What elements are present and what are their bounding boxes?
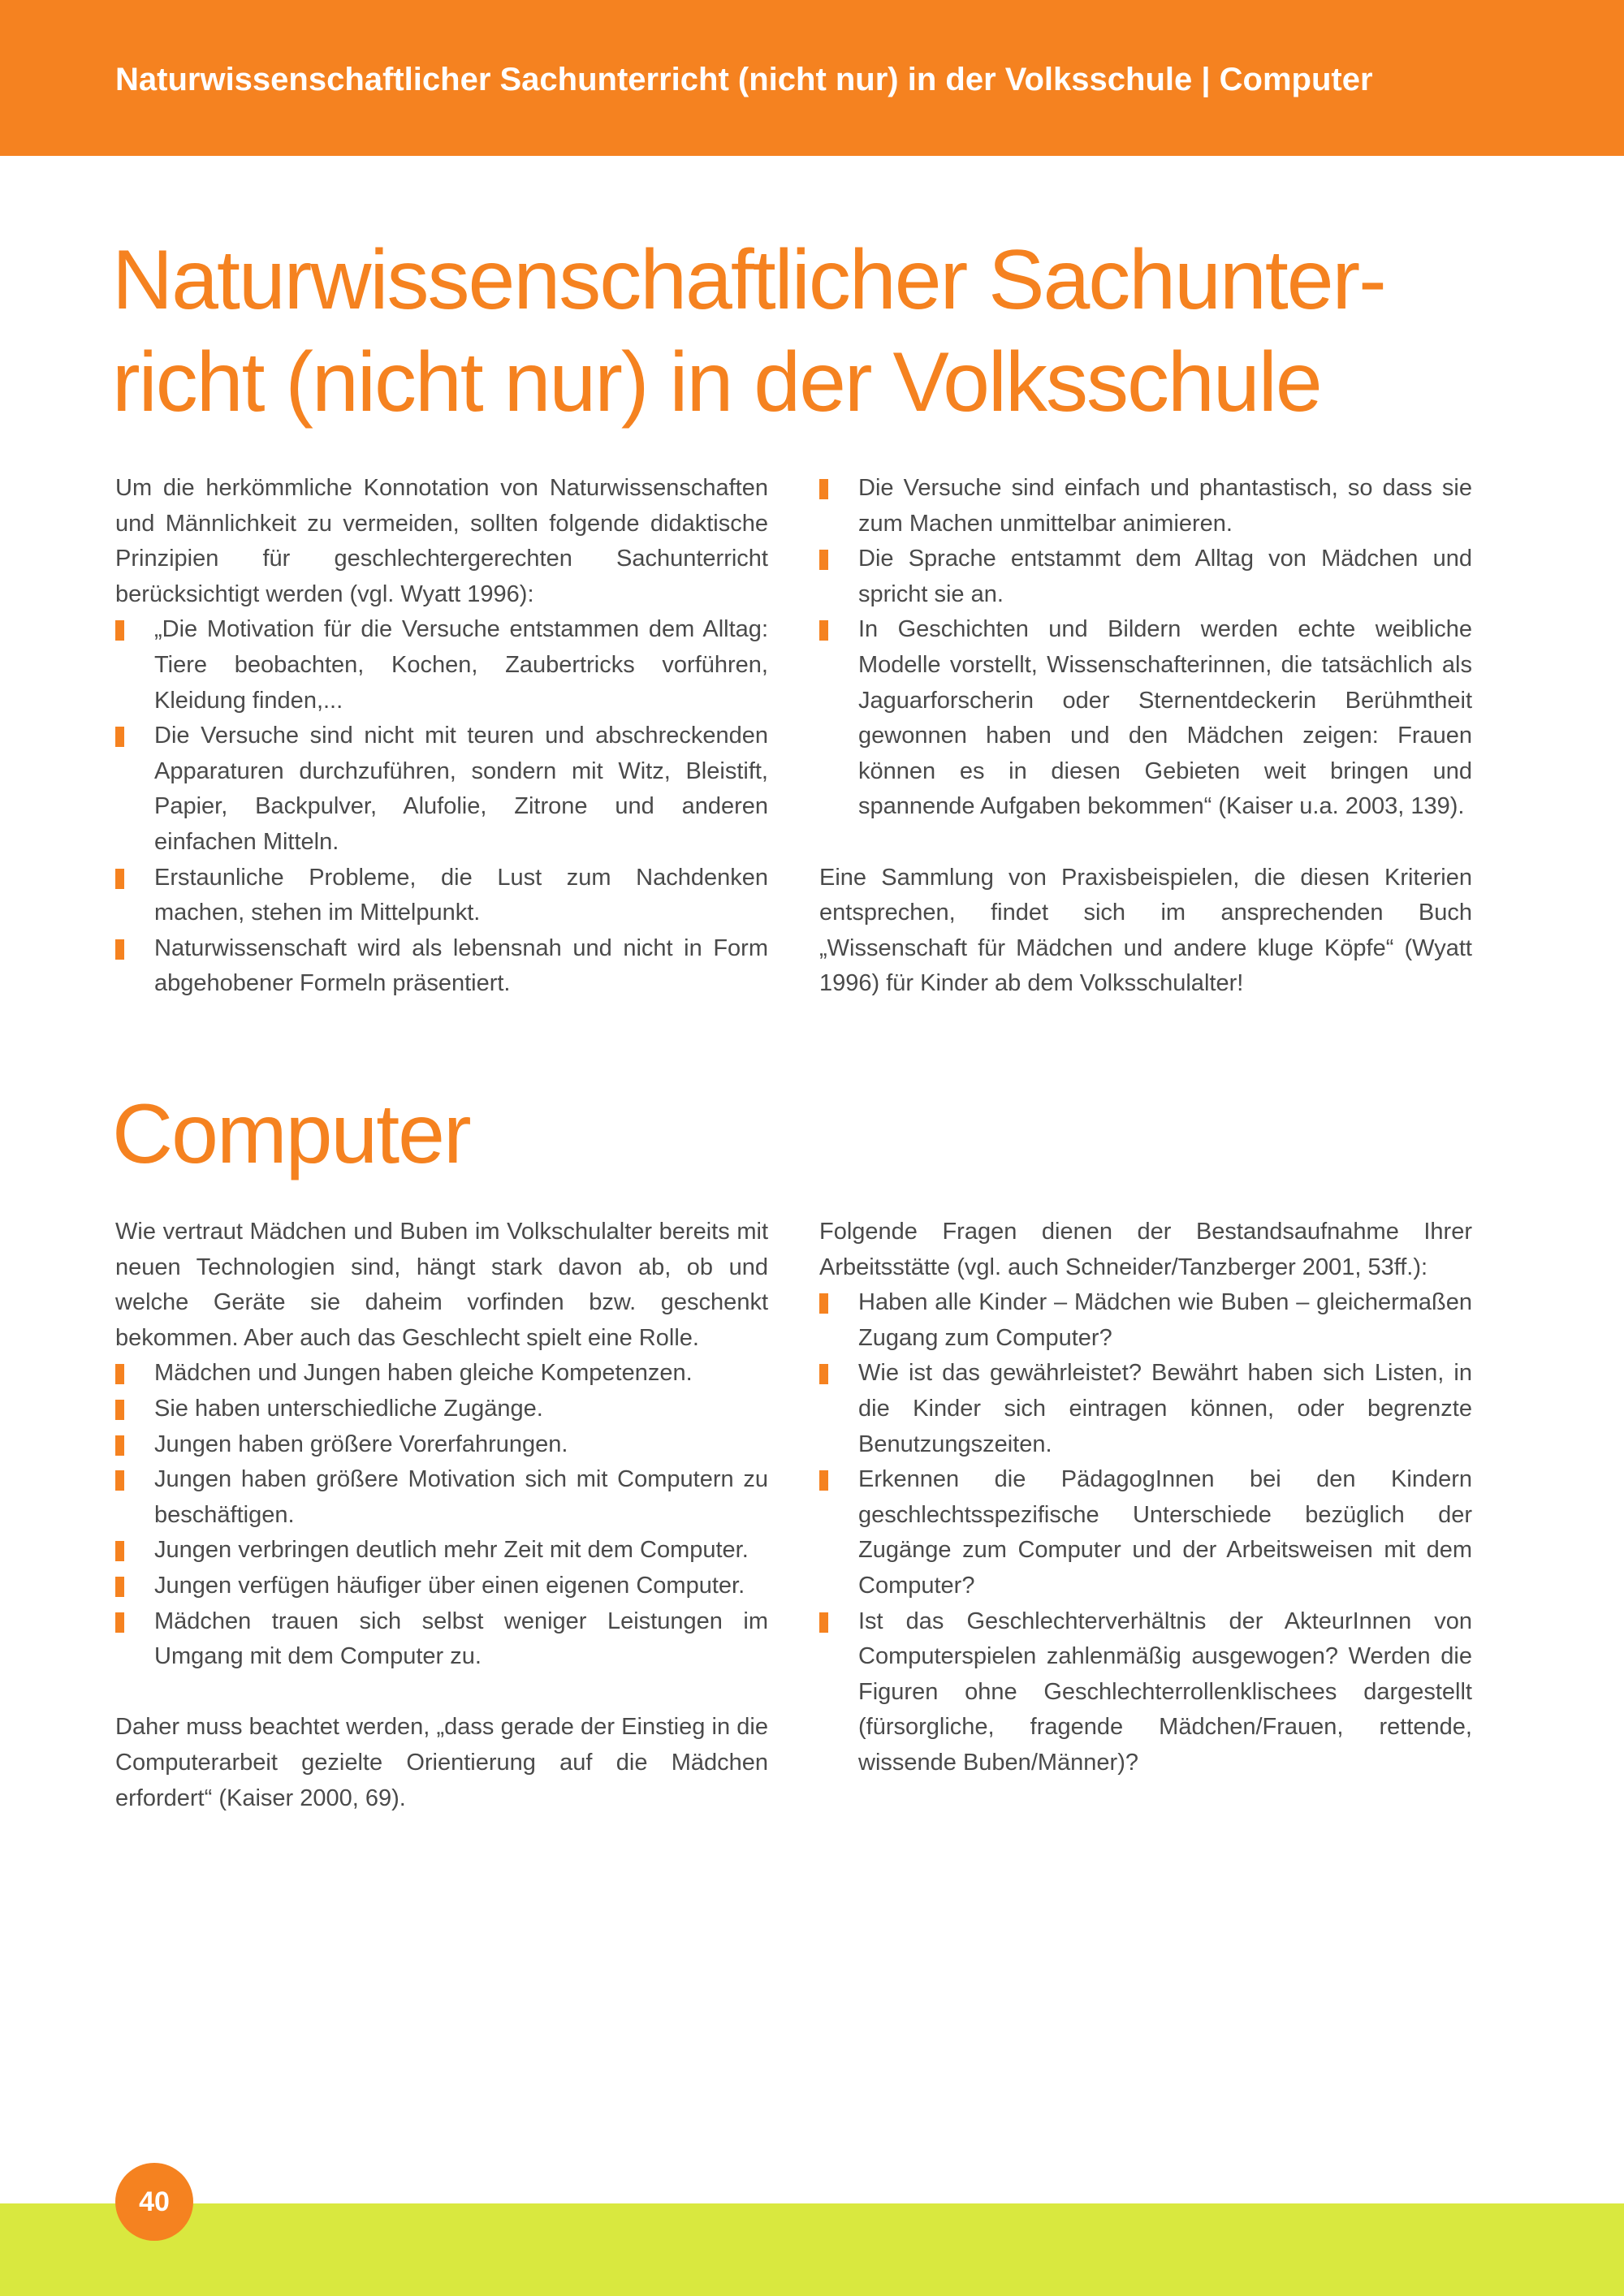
list-item: Naturwissenschaft wird als lebensnah und nicht in Form abgehobener Formeln präsentiert. bbox=[115, 931, 768, 1002]
list-item: Mädchen und Jungen haben gleiche Kompetenzen. bbox=[115, 1356, 768, 1392]
list-item: Haben alle Kinder – Mädchen wie Buben – gleichermaßen Zugang zum Computer? bbox=[819, 1285, 1472, 1356]
header-band bbox=[0, 0, 1624, 156]
title-line-2: richt (nicht nur) in der Volksschule bbox=[112, 335, 1321, 429]
principles-list-right bbox=[819, 471, 1472, 825]
list-item: Jungen verbringen deutlich mehr Zeit mit dem Computer. bbox=[115, 1533, 768, 1569]
list-item: Jungen verfügen häufiger über einen eigenen Computer. bbox=[115, 1569, 768, 1604]
bullet-marker-icon bbox=[115, 1577, 124, 1597]
list-item: Erstaunliche Probleme, die Lust zum Nachdenken machen, stehen im Mittelpunkt. bbox=[115, 861, 768, 931]
sachunterricht-closing: Eine Sammlung von Praxisbeispielen, die diesen Kriterien entsprechen, findet sich im ansprechenden Buch „Wissenschaft für Mädchen und andere kluge Köpfe“ (Wyatt 1996) für Kinder ab dem Volksschulalter! bbox=[819, 864, 1472, 997]
computer-facts-list bbox=[115, 1356, 768, 1674]
title-line-1: Naturwissenschaftlicher Sachunter- bbox=[112, 233, 1385, 327]
list-item: Ist das Geschlechterverhältnis der AkteurInnen von Computerspielen zahlenmäßig ausgewogen? Werden die Figuren ohne Geschlechterrollenklischees dargestellt (fürsorgliche, fragende Mädchen/Frauen, rettende, wissende Buben/Männer)? bbox=[819, 1604, 1472, 1781]
sachunterricht-right-column bbox=[819, 471, 1472, 1002]
list-item: Jungen haben größere Vorerfahrungen. bbox=[115, 1427, 768, 1463]
bullet-marker-icon bbox=[115, 1364, 124, 1384]
computer-questions-intro: Folgende Fragen dienen der Bestandsaufnahme Ihrer Arbeitsstätte (vgl. auch Schneider/Tanzberger 2001, 53ff.): bbox=[819, 1219, 1472, 1280]
computer-intro: Wie vertraut Mädchen und Buben im Volkschulalter bereits mit neuen Technologien sind, hängt stark davon ab, ob und welche Geräte sie daheim vorfinden bzw. geschenkt bekommen. Aber auch das Geschlecht spielt eine Rolle. bbox=[115, 1219, 768, 1351]
bullet-marker-icon bbox=[115, 1435, 124, 1456]
bullet-marker-icon bbox=[115, 869, 124, 889]
bullet-marker-icon bbox=[115, 620, 124, 641]
bullet-marker-icon bbox=[819, 550, 828, 570]
bullet-marker-icon bbox=[115, 939, 124, 960]
bullet-marker-icon bbox=[115, 1612, 124, 1633]
bullet-marker-icon bbox=[115, 1541, 124, 1561]
bullet-marker-icon bbox=[819, 1612, 828, 1633]
list-item: In Geschichten und Bildern werden echte weibliche Modelle vorstellt, Wissenschafterinnen, die tatsächlich als Jaguarforscherin oder Sternentdeckerin Berühmtheit gewonnen haben und den Mädchen zeigen: Frauen können es in diesen Gebieten weit bringen und spannende Aufgaben bekommen“ (Kaiser u.a. 2003, 139). bbox=[819, 612, 1472, 825]
list-item: „Die Motivation für die Versuche entstammen dem Alltag: Tiere beobachten, Kochen, Zaubertricks vorführen, Kleidung finden,... bbox=[115, 612, 768, 719]
bullet-marker-icon bbox=[819, 1364, 828, 1384]
bullet-marker-icon bbox=[819, 620, 828, 641]
bullet-marker-icon bbox=[819, 479, 828, 499]
bullet-marker-icon bbox=[819, 1293, 828, 1314]
list-item: Sie haben unterschiedliche Zugänge. bbox=[115, 1392, 768, 1427]
running-header: Naturwissenschaftlicher Sachunterricht (nicht nur) in der Volksschule | Computer bbox=[115, 62, 1373, 97]
list-item: Jungen haben größere Motivation sich mit Computern zu beschäftigen. bbox=[115, 1462, 768, 1533]
bullet-marker-icon bbox=[819, 1470, 828, 1491]
bullet-marker-icon bbox=[115, 1400, 124, 1420]
list-item: Erkennen die PädagogInnen bei den Kindern geschlechtsspezifische Unterschiede bezüglich der Zugänge zum Computer und der Arbeitsweisen mit dem Computer? bbox=[819, 1462, 1472, 1603]
sachunterricht-left-column bbox=[115, 471, 768, 1002]
computer-left-column bbox=[115, 1215, 768, 1816]
list-item: Die Versuche sind einfach und phantastisch, so dass sie zum Machen unmittelbar animieren. bbox=[819, 471, 1472, 542]
sachunterricht-intro: Um die herkömmliche Konnotation von Naturwissenschaften und Männlichkeit zu vermeiden, sollten folgende didaktische Prinzipien für geschlechtergerechten Sachunterricht berücksichtigt werden (vgl. Wyatt 1996): bbox=[115, 475, 768, 607]
computer-questions-list bbox=[819, 1285, 1472, 1780]
list-item: Die Sprache entstammt dem Alltag von Mädchen und spricht sie an. bbox=[819, 542, 1472, 612]
section-title-computer: Computer bbox=[112, 1087, 470, 1181]
computer-right-column bbox=[819, 1215, 1472, 1781]
list-item: Wie ist das gewährleistet? Bewährt haben sich Listen, in die Kinder sich eintragen können, oder begrenzte Benutzungszeiten. bbox=[819, 1356, 1472, 1462]
bullet-marker-icon bbox=[115, 727, 124, 747]
computer-closing: Daher muss beachtet werden, „dass gerade der Einstieg in die Computerarbeit gezielte Orientierung auf die Mädchen erfordert“ (Kaiser 2000, 69). bbox=[115, 1714, 768, 1811]
page-number-badge: 40 bbox=[115, 2163, 193, 2241]
footer-band bbox=[0, 2203, 1624, 2296]
list-item: Die Versuche sind nicht mit teuren und abschreckenden Apparaturen durchzuführen, sondern mit Witz, Bleistift, Papier, Backpulver, Alufolie, Zitrone und anderen einfachen Mitteln. bbox=[115, 719, 768, 860]
section-title-sachunterricht bbox=[112, 229, 1541, 434]
list-item: Mädchen trauen sich selbst weniger Leistungen im Umgang mit dem Computer zu. bbox=[115, 1604, 768, 1675]
principles-list-left bbox=[115, 612, 768, 1002]
bullet-marker-icon bbox=[115, 1470, 124, 1491]
